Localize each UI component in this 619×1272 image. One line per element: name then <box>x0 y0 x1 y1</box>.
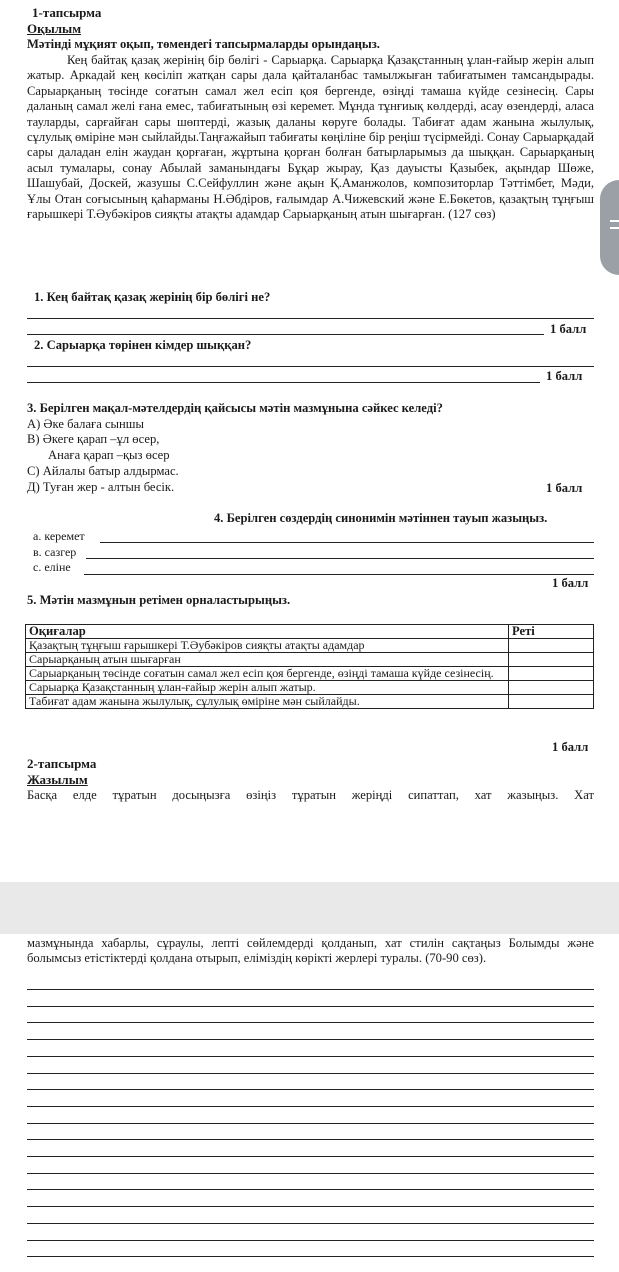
synonym-word-a: а. керемет <box>33 529 85 543</box>
writing-line[interactable] <box>27 1006 594 1007</box>
events-table <box>25 624 594 709</box>
synonym-word-b: в. сазгер <box>33 545 77 559</box>
writing-line[interactable] <box>27 1256 594 1257</box>
synonym-word-c: с. еліне <box>33 560 71 574</box>
option-b: В) Әкеге қарап –ұл өсер, <box>27 432 160 446</box>
answer-line[interactable] <box>27 382 540 383</box>
score-label: 1 балл <box>550 322 587 336</box>
table-cell: Сарыарқаның атын шығарған <box>26 653 509 667</box>
task2-title: 2-тапсырма <box>27 756 97 771</box>
task2-prompt-text: Басқа елде тұратын досыңызға өзіңіз тұратын жеріңді сипаттап, хат жазыңыз. Хат <box>27 788 594 802</box>
answer-line[interactable] <box>27 366 594 367</box>
order-cell[interactable] <box>509 681 594 695</box>
table-row <box>26 653 594 667</box>
table-header-order: Реті <box>509 625 594 639</box>
table-row <box>26 639 594 653</box>
writing-line[interactable] <box>27 1089 594 1090</box>
option-d: Д) Туған жер - алтын бесік. <box>27 480 175 494</box>
order-cell[interactable] <box>509 653 594 667</box>
table-row <box>26 681 594 695</box>
writing-line[interactable] <box>27 1156 594 1157</box>
table-cell: Сарыарқа Қазақстанның ұлан-ғайыр жерін алып жатыр. <box>26 681 509 695</box>
question-3: 3. Берілген мақал-мәтелдердің қайсысы мәтін мазмұнына сәйкес келеді? <box>27 401 443 415</box>
writing-line[interactable] <box>27 1022 594 1023</box>
option-c: С) Айлалы батыр алдырмас. <box>27 464 179 478</box>
writing-line[interactable] <box>27 1189 594 1190</box>
task1-instruction: Мәтінді мұқият оқып, төмендегі тапсырмаларды орындаңыз. <box>27 37 380 51</box>
answer-line[interactable] <box>86 558 594 559</box>
task2-prompt-continued <box>27 936 594 967</box>
option-a: А) Әке балаға сыншы <box>27 417 144 431</box>
option-b-cont: Анаға қарап –қыз өсер <box>48 448 170 462</box>
writing-line[interactable] <box>27 1056 594 1057</box>
writing-line[interactable] <box>27 1173 594 1174</box>
writing-line[interactable] <box>27 1106 594 1107</box>
table-row <box>26 695 594 709</box>
task2-prompt <box>27 788 594 803</box>
score-label: 1 балл <box>552 740 589 754</box>
scroll-handle-icon[interactable] <box>600 180 619 275</box>
answer-line[interactable] <box>27 334 544 335</box>
writing-line[interactable] <box>27 1123 594 1124</box>
question-5: 5. Мәтін мазмұнын ретімен орналастырыңыз. <box>27 593 291 607</box>
order-cell[interactable] <box>509 639 594 653</box>
answer-line[interactable] <box>84 574 594 575</box>
question-2: 2. Сарыарқа төрінен кімдер шыққан? <box>34 338 252 352</box>
score-label: 1 балл <box>546 369 583 383</box>
writing-line[interactable] <box>27 989 594 990</box>
writing-line[interactable] <box>27 1206 594 1207</box>
answer-line[interactable] <box>100 542 594 543</box>
task2-section: Жазылым <box>27 772 88 787</box>
question-1: 1. Кең байтақ қазақ жерінің бір бөлігі не? <box>34 290 271 304</box>
writing-line[interactable] <box>27 1240 594 1241</box>
writing-line[interactable] <box>27 1223 594 1224</box>
task1-title: 1-тапсырма <box>32 5 102 20</box>
writing-line[interactable] <box>27 1139 594 1140</box>
page-two <box>0 934 619 1272</box>
table-cell: Табиғат адам жанына жылулық, сұлулық өміріне мән сыйлайды. <box>26 695 509 709</box>
order-cell[interactable] <box>509 667 594 681</box>
answer-line[interactable] <box>27 318 594 319</box>
page-gap <box>0 882 619 934</box>
task1-section: Оқылым <box>27 21 82 36</box>
question-4: 4. Берілген сөздердің синонимін мәтіннен тауып жазыңыз. <box>214 511 548 525</box>
table-row <box>26 667 594 681</box>
order-cell[interactable] <box>509 695 594 709</box>
score-label: 1 балл <box>552 576 589 590</box>
writing-line[interactable] <box>27 1039 594 1040</box>
reading-passage <box>27 53 594 222</box>
task2-prompt-cont-text: мазмұнында хабарлы, сұраулы, лепті сөйлемдерді қолданып, хат стилін сақтаңыз Болымды және болымсыз етістіктерді қолдана отырып, еліміздің көрікті жерлері туралы. (70-90 сөз). <box>27 936 594 966</box>
table-header-events: Оқиғалар <box>26 625 509 639</box>
passage-text: Кең байтақ қазақ жерінің бір бөлігі - Сарыарқа. Сарыарқа Қазақстанның ұлан-ғайыр жерін алып жатыр. Аркадай кең көсіліп жатқан сары дала қайталанбас тамылжыған табиғатымен тамсандырады. Сарыарқаның төсінде соғатын самал жел есіп қоя бергенде, өзіңді тамаша күйде сезінесің. Сары даланың самал желі ғана емес, табиғатының өзі керемет. Мұнда тұнғиық көлдерді, асау өзендерді, аласа тауларды, сарғайған сары шөптерді, жазық даланы көруге болады. Табиғат адам жанына жылулық, сұлулық өміріне мән сыйлайды.Таңғажайып табиғаты көңіліне бір реңіш түсірмейді. Сонау Сарыарқадай сары даладан елін жаудан қорғаған, жұртына қорған болған батырларымыз да шыққан. Сарыарқаның асыл тумалары, сонау Абылай заманындағы Бұқар жырау, Қаз дауысты Қазыбек, ақындар Шөже, Шашубай, Доскей, жазушы С.Сейфуллин және ақын Қ.Аманжолов, композиторлар Тәттімбет, Мәди, Ұлы Отан соғысының қаһарманы Н.Әбдіров, ғалымдар А.Чижевский және Е.Бөкетов, қазақтың тұңғыш ғарышкері Т.Әубәкіров сияқты атақты адамдар Сарыарқаның атын шығарған. (127 сөз) <box>27 53 594 222</box>
score-label: 1 балл <box>546 481 583 495</box>
writing-line[interactable] <box>27 1073 594 1074</box>
table-cell: Қазақтың тұңғыш ғарышкері Т.Әубәкіров сияқты атақты адамдар <box>26 639 509 653</box>
table-cell: Сарыарқаның төсінде соғатын самал жел есіп қоя бергенде, өзіңді тамаша күйде сезінесің. <box>26 667 509 681</box>
